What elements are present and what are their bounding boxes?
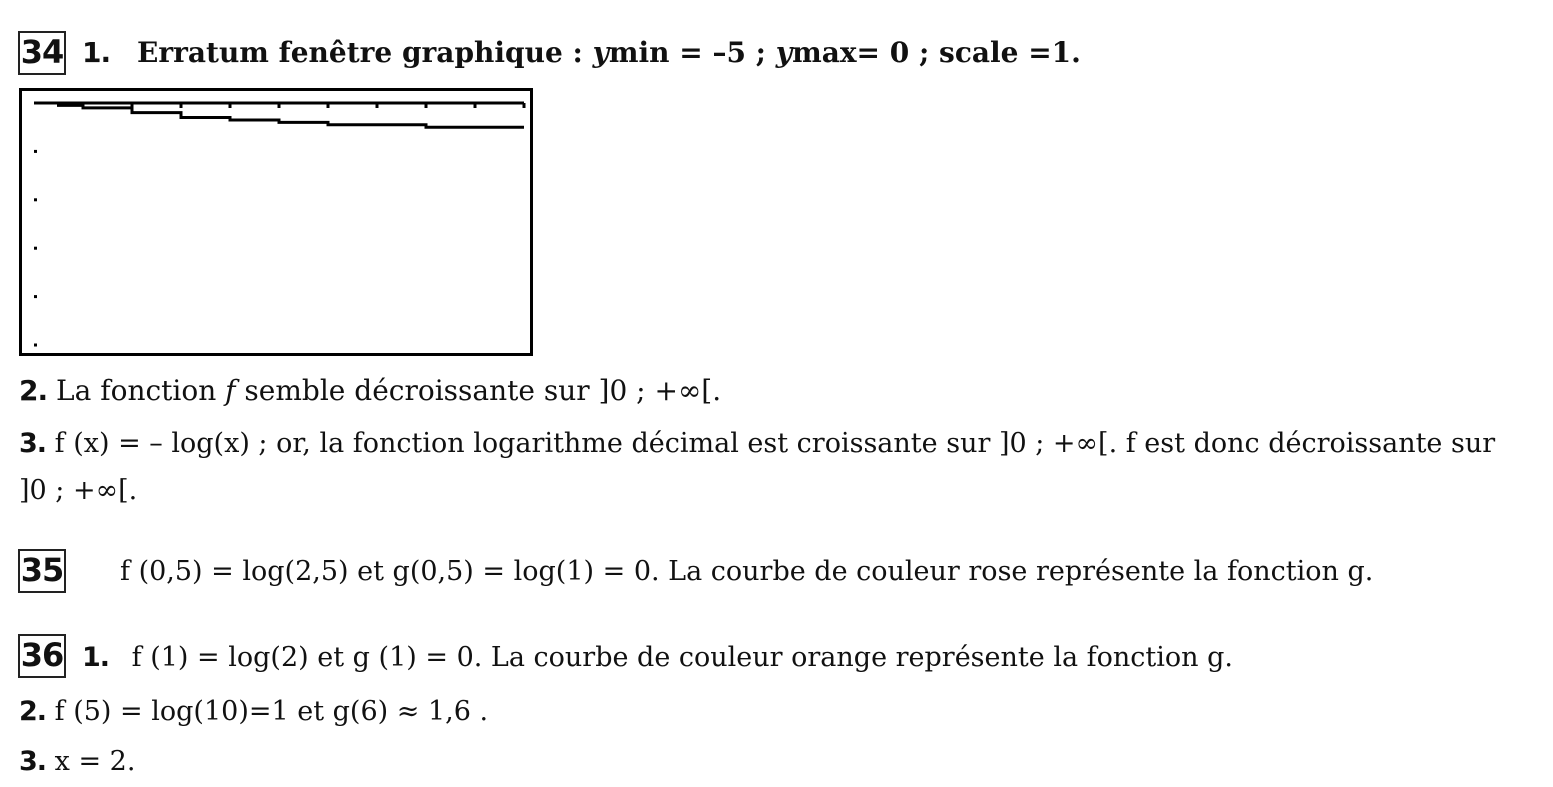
ex34-q2-f: f xyxy=(225,374,236,407)
exercise-badge-36: 36 xyxy=(18,634,66,678)
ex34-q2-text-b: semble décroissante sur ]0 ; +∞[. xyxy=(235,374,722,407)
ex34-q3-number: 3. xyxy=(19,428,47,459)
ex34-q1-text-c: max= 0 ; scale =1. xyxy=(792,36,1081,69)
ex34-q1-var1: y xyxy=(592,36,609,69)
ex35-text: f (0,5) = log(2,5) et g(0,5) = log(1) = 0. La courbe de couleur rose représente la fonction g. xyxy=(120,556,1374,587)
ex36-q2-text: f (5) = log(10)=1 et g(6) ≈ 1,6 . xyxy=(54,696,489,727)
ex36-q3-line xyxy=(19,745,135,779)
calculator-graph-screen xyxy=(19,88,533,356)
ex36-q3-number: 3. xyxy=(19,746,47,777)
y-tick xyxy=(34,344,37,347)
y-tick xyxy=(34,198,37,201)
ex34-q1-var2: y xyxy=(775,36,793,69)
y-tick xyxy=(34,150,37,153)
y-tick xyxy=(34,247,37,250)
ex34-q1-text-a: Erratum fenêtre graphique : xyxy=(137,36,593,69)
ex36-q1-number: 1. xyxy=(82,642,110,673)
ex34-q2-number: 2. xyxy=(19,374,48,407)
ex34-q2-text-a: La fonction xyxy=(56,374,226,407)
exercise-badge-34: 34 xyxy=(18,31,66,75)
ex34-q3-line1 xyxy=(19,427,1495,461)
function-curve xyxy=(39,103,524,127)
ex34-q2-line xyxy=(19,374,721,408)
ex34-q1-text-b: min = –5 ; xyxy=(608,36,776,69)
exercise-badge-35: 35 xyxy=(18,549,66,593)
ex34-q3-text-line1: f (x) = – log(x) ; or, la fonction logarithme décimal est croissante sur ]0 ; +∞[. f est donc décroissante sur xyxy=(54,428,1496,459)
ex36-q2-number: 2. xyxy=(19,696,47,727)
ex36-q1-text: f (1) = log(2) et g (1) = 0. La courbe de couleur orange représente la fonction g. xyxy=(131,642,1233,673)
graph-plot xyxy=(22,91,530,353)
ex34-q3-line2: ]0 ; +∞[. xyxy=(19,475,138,506)
ex34-q1-number: 1. xyxy=(82,36,111,69)
ex36-q2-line xyxy=(19,695,488,729)
ex34-q1-line xyxy=(82,36,1081,70)
y-tick xyxy=(34,295,37,298)
ex36-q3-text: x = 2. xyxy=(54,746,136,777)
ex36-q1-line xyxy=(82,641,1233,675)
